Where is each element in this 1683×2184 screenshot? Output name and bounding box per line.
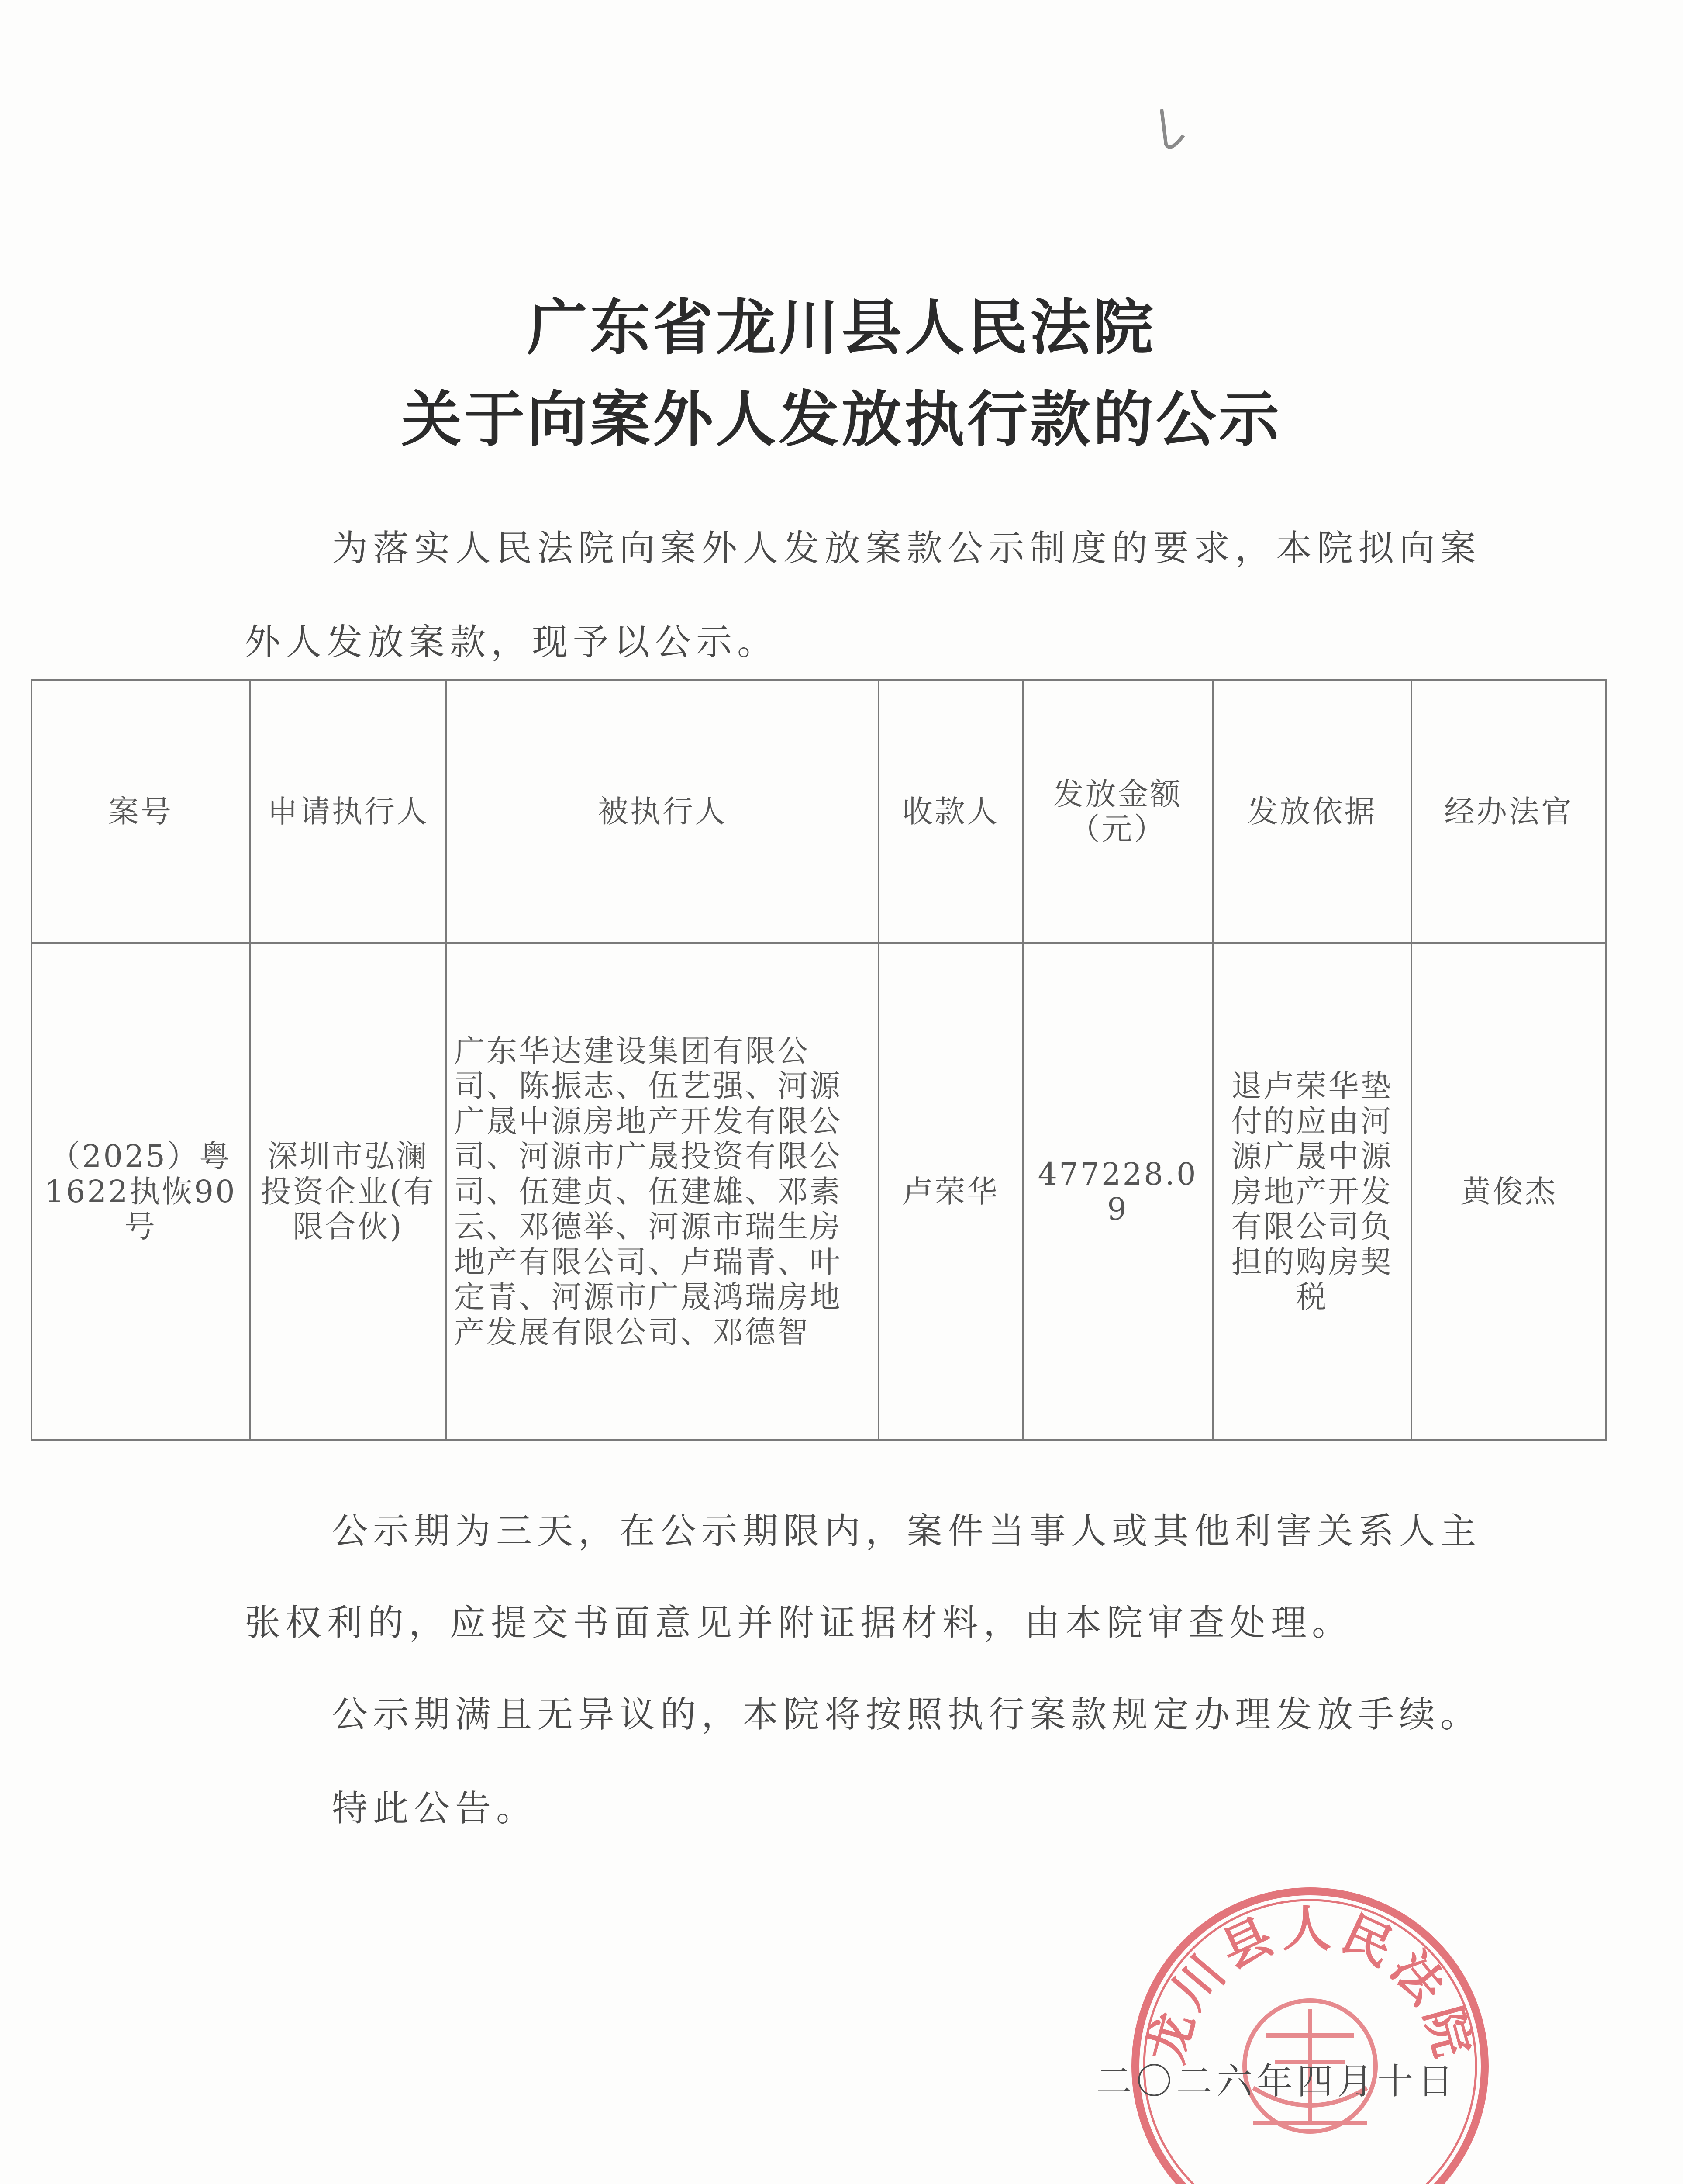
notice-line-1: 公示期为三天，在公示期限内，案件当事人或其他利害关系人主 <box>332 1510 1482 1552</box>
cell-respondent: 广东华达建设集团有限公司、陈振志、伍艺强、河源广晟中源房地产开发有限公司、河源市广晟投资有限公司、伍建贞、伍建雄、邓素云、邓德举、河源市瑞生房地产有限公司、卢瑞青、叶定青、河源市广晟鸿瑞房地产发展有限公司、邓德智 <box>446 943 879 1440</box>
disbursement-table <box>31 679 1607 1441</box>
notice-line-4: 特此公告。 <box>332 1788 538 1829</box>
cell-payee: 卢荣华 <box>879 943 1023 1440</box>
header-amount: 发放金额（元） <box>1023 680 1213 943</box>
table-row <box>31 943 1606 1440</box>
issue-date: 二〇二六年四月十日 <box>1096 2061 1458 2102</box>
svg-text:龙川县人民法院: 龙川县人民法院 <box>1137 1901 1483 2069</box>
title-line-1: 广东省龙川县人民法院 <box>527 293 1156 363</box>
header-applicant: 申请执行人 <box>250 680 446 943</box>
table-header-row <box>31 680 1606 943</box>
check-mark-icon <box>1153 105 1192 166</box>
cell-judge: 黄俊杰 <box>1411 943 1606 1440</box>
cell-case-no: （2025）粤1622执恢90号 <box>31 943 250 1440</box>
title-line-2: 关于向案外人发放执行款的公示 <box>401 384 1282 455</box>
header-respondent: 被执行人 <box>446 680 879 943</box>
court-seal-stamp <box>1122 1878 1498 2184</box>
header-case-no: 案号 <box>31 680 250 943</box>
header-payee: 收款人 <box>879 680 1023 943</box>
notice-line-2: 张权利的，应提交书面意见并附证据材料，由本院审查处理。 <box>245 1602 1353 1644</box>
notice-line-3: 公示期满且无异议的，本院将按照执行案款规定办理发放手续。 <box>332 1694 1482 1735</box>
intro-line-1: 为落实人民法院向案外人发放案款公示制度的要求，本院拟向案 <box>332 528 1482 569</box>
header-basis: 发放依据 <box>1213 680 1411 943</box>
header-judge: 经办法官 <box>1411 680 1606 943</box>
cell-amount: 477228.09 <box>1023 943 1213 1440</box>
intro-line-2: 外人发放案款，现予以公示。 <box>245 622 779 663</box>
cell-basis: 退卢荣华垫付的应由河源广晟中源房地产开发有限公司负担的购房契税 <box>1213 943 1411 1440</box>
cell-applicant: 深圳市弘澜投资企业(有限合伙) <box>250 943 446 1440</box>
